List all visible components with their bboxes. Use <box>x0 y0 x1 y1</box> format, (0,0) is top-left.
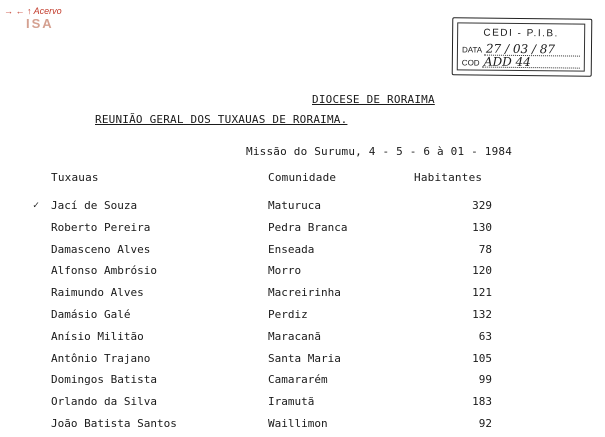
diocese-header: DIOCESE DE RORAIMA <box>312 93 435 106</box>
row-inhabitants: 121 <box>472 286 492 300</box>
table-row <box>0 243 605 263</box>
row-community: Maturuca <box>268 199 321 212</box>
column-header-inhabitants: Habitantes <box>414 171 483 184</box>
table-row <box>0 395 605 415</box>
row-community: Maracanã <box>268 329 321 343</box>
row-inhabitants: 105 <box>472 351 492 365</box>
row-community: Pedra Branca <box>268 220 348 234</box>
row-name: Damasceno Alves <box>51 242 151 256</box>
row-name: Roberto Pereira <box>51 220 151 234</box>
row-name: Antônio Trajano <box>51 351 151 365</box>
row-name: Alfonso Ambrósio <box>51 264 157 278</box>
stamp-date-label: DATA <box>461 45 482 55</box>
row-inhabitants: 120 <box>472 264 492 278</box>
table-row <box>0 417 605 437</box>
table-row <box>0 352 605 372</box>
logo-bottom-text: ISA <box>26 16 54 31</box>
row-name: Raimundo Alves <box>51 286 144 300</box>
row-community: Iramutã <box>268 395 315 409</box>
table-row <box>0 286 605 306</box>
row-community: Enseada <box>268 242 315 256</box>
column-header-community: Comunidade <box>268 171 337 184</box>
table-row <box>0 264 605 284</box>
logo-top-text: → ← ↑ Acervo <box>4 6 62 16</box>
stamp-inner-frame <box>457 22 585 71</box>
stamp-cod-value: ADD 44 <box>483 54 531 70</box>
row-name: João Batista Santos <box>51 417 177 430</box>
archive-stamp <box>452 17 593 76</box>
table-row <box>0 330 605 350</box>
row-community: Morro <box>268 264 302 278</box>
row-name: Anísio Militão <box>51 329 144 343</box>
row-inhabitants: 63 <box>478 329 492 343</box>
table-row <box>0 199 605 219</box>
table-row <box>0 308 605 328</box>
row-inhabitants: 92 <box>478 417 492 430</box>
row-name: Orlando da Silva <box>51 395 157 409</box>
location-date: Missão do Surumu, 4 - 5 - 6 à 01 - 1984 <box>246 145 513 158</box>
row-inhabitants: 99 <box>478 373 492 387</box>
row-community: Perdiz <box>268 308 308 321</box>
stamp-date-value: 27 / 03 / 87 <box>485 41 556 57</box>
stamp-cod-label: COD <box>461 58 480 68</box>
row-community: Santa Maria <box>268 351 341 365</box>
stamp-title: CEDI - P.I.B. <box>483 27 559 40</box>
row-inhabitants: 329 <box>472 199 492 212</box>
row-name: Damásio Galé <box>51 308 131 321</box>
row-community: Macreirinha <box>268 286 341 300</box>
column-header-name: Tuxauas <box>51 171 99 184</box>
table-row <box>0 373 605 393</box>
acervo-isa-logo <box>4 6 76 32</box>
row-name: Jací de Souza <box>51 199 138 212</box>
row-name: Domingos Batista <box>51 373 157 387</box>
row-inhabitants: 132 <box>472 308 492 321</box>
row-inhabitants: 130 <box>472 220 492 234</box>
document-title: REUNIÃO GERAL DOS TUXAUAS DE RORAIMA. <box>95 113 348 126</box>
table-row <box>0 221 605 241</box>
row-community: Waillimon <box>268 417 328 430</box>
row-inhabitants: 78 <box>478 242 492 256</box>
row-inhabitants: 183 <box>472 395 492 409</box>
row-community: Camararém <box>268 373 328 387</box>
bullet-mark: ✓ <box>33 200 40 211</box>
